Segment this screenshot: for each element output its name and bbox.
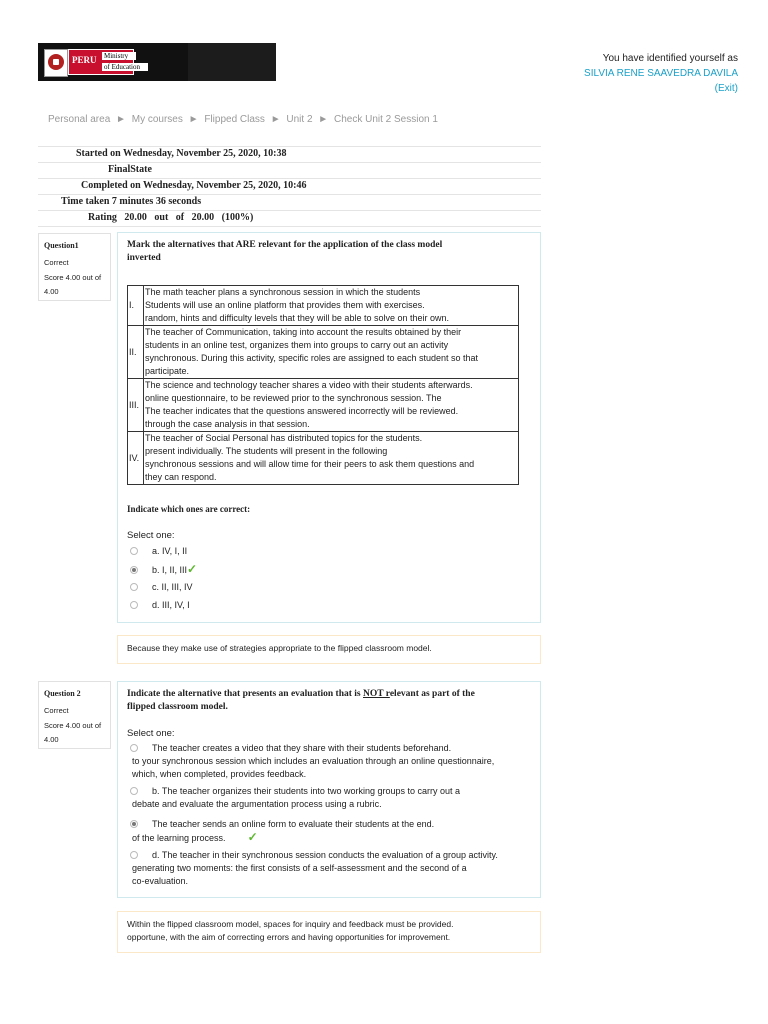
question1-score	[44, 271, 105, 299]
breadcrumb-separator: ►	[270, 114, 281, 125]
item-line: participate.	[145, 366, 190, 376]
ministry-line2: of Education	[102, 63, 148, 71]
question1-option-a[interactable]	[130, 545, 187, 558]
question2-option-a[interactable]	[130, 742, 494, 781]
summary-completed: Completed on Wednesday, November 25, 2020, 10:46	[81, 180, 307, 191]
breadcrumb-separator: ►	[318, 114, 329, 125]
item-line: they can respond.	[145, 472, 217, 482]
item-line: through the case analysis in that session.	[145, 419, 310, 429]
item-line: present individually. The students will present in the following	[145, 446, 388, 456]
option-label: b. The teacher organizes their students into two working groups to carry out a	[152, 786, 460, 796]
question1-status: Correct	[44, 258, 69, 267]
breadcrumb-personal-area[interactable]: Personal area	[48, 114, 111, 125]
option-label: a. IV, I, II	[152, 546, 188, 556]
table-row	[128, 326, 519, 379]
item-text	[144, 286, 519, 326]
breadcrumb-my-courses[interactable]: My courses	[131, 114, 183, 125]
summary-completed-row	[38, 178, 541, 194]
question2-option-c[interactable]	[130, 818, 434, 845]
item-text	[144, 326, 519, 379]
ministry-line1: Ministry	[102, 52, 136, 60]
question2-info	[38, 681, 111, 749]
question1-indicate: Indicate which ones are correct:	[127, 504, 251, 514]
question2-score-line2: 4.00	[44, 735, 59, 744]
item-line: online questionnaire, to be reviewed prior to the synchronous session. The	[145, 393, 442, 403]
radio-button[interactable]	[130, 744, 138, 752]
ministry-text	[102, 49, 188, 75]
question1-option-b[interactable]	[130, 563, 197, 577]
question1-option-c[interactable]	[130, 581, 193, 594]
option-label-cont: generating two moments: the first consists of a self-assessment and the second of a	[132, 863, 467, 873]
item-line: Students will use an online platform that provides them with exercises.	[145, 300, 425, 310]
question1-text-line2: inverted	[127, 253, 161, 263]
exit-wrapper: (Exit)	[714, 83, 738, 94]
feedback-line: opportune, with the aim of correcting errors and having opportunities for improvement.	[127, 932, 451, 942]
check-icon: ✓	[247, 830, 258, 844]
item-number: III.	[128, 379, 144, 432]
item-line: The teacher indicates that the questions answered incorrectly will be reviewed.	[145, 406, 459, 416]
option-label: The teacher sends an online form to evaluate their students at the end.	[152, 819, 435, 829]
radio-button-selected[interactable]	[130, 820, 138, 828]
summary-rating-row	[38, 210, 541, 227]
option-label-cont-wrap	[130, 831, 434, 845]
item-number: II.	[128, 326, 144, 379]
question1-text	[127, 239, 442, 265]
table-row	[128, 286, 519, 326]
item-number: IV.	[128, 432, 144, 485]
question1-number: Question1	[44, 241, 79, 250]
item-number: I.	[128, 286, 144, 326]
option-label: d. III, IV, I	[152, 600, 190, 610]
item-line: students in an online test, organizes them into groups to carry out an activity	[145, 340, 449, 350]
breadcrumb-flipped-class[interactable]: Flipped Class	[204, 114, 265, 125]
breadcrumb	[48, 114, 441, 125]
feedback-line: Within the flipped classroom model, spaces for inquiry and feedback must be provided.	[127, 919, 454, 929]
item-line: random, hints and difficulty levels that they will be able to solve on their own.	[145, 313, 450, 323]
radio-button[interactable]	[130, 583, 138, 591]
radio-button[interactable]	[130, 851, 138, 859]
question2-text-line1	[127, 688, 475, 701]
question2-score-line1: Score 4.00 out of	[44, 721, 102, 730]
radio-button[interactable]	[130, 601, 138, 609]
check-icon: ✓	[187, 562, 198, 576]
option-label-cont: to your synchronous session which includes an evaluation through an online questionnaire,	[132, 756, 495, 766]
option-label: The teacher creates a video that they share with their students beforehand.	[152, 743, 452, 753]
question2-option-b[interactable]	[130, 785, 460, 811]
exit-link[interactable]: Exit	[717, 83, 735, 94]
question2-text-line2: flipped classroom model.	[127, 702, 228, 712]
attempt-summary	[38, 146, 541, 227]
user-info	[584, 51, 738, 96]
question2-text	[127, 688, 475, 714]
summary-started-row	[38, 146, 541, 162]
peru-label: PERU	[72, 55, 97, 65]
summary-rating: Rating 20.00 out of 20.00 (100%)	[88, 212, 254, 223]
question1-box	[117, 232, 541, 623]
summary-time-taken: Time taken 7 minutes 36 seconds	[61, 196, 202, 207]
ministry-logo[interactable]	[38, 43, 276, 81]
question1-score-line2: 4.00	[44, 287, 59, 296]
summary-started: Started on Wednesday, November 25, 2020, 10:38	[76, 148, 287, 159]
item-line: The science and technology teacher shares a video with their students afterwards.	[145, 380, 473, 390]
item-text	[144, 379, 519, 432]
option-label: b. I, II, III	[152, 565, 188, 575]
question1-option-d[interactable]	[130, 599, 190, 612]
option-label-cont: which, when completed, provides feedback.	[132, 769, 307, 779]
question2-option-d[interactable]	[130, 849, 498, 888]
peru-shield-icon	[44, 49, 68, 77]
summary-state: FinalState	[108, 164, 152, 175]
question1-info	[38, 233, 111, 301]
question2-select-one: Select one:	[127, 728, 175, 739]
radio-button-selected[interactable]	[130, 566, 138, 574]
radio-button[interactable]	[130, 787, 138, 795]
question2-number: Question 2	[44, 689, 81, 698]
question2-box	[117, 681, 541, 898]
radio-button[interactable]	[130, 547, 138, 555]
question2-status: Correct	[44, 706, 69, 715]
option-label: c. II, III, IV	[152, 582, 193, 592]
breadcrumb-separator: ►	[188, 114, 199, 125]
table-row	[128, 379, 519, 432]
question1-select-one: Select one:	[127, 530, 175, 541]
item-line: The teacher of Communication, taking into account the results obtained by their	[145, 327, 462, 337]
breadcrumb-current: Check Unit 2 Session 1	[333, 114, 438, 125]
user-name-link[interactable]: SILVIA RENE SAAVEDRA DAVILA	[584, 68, 738, 79]
item-line: synchronous sessions and will allow time for their peers to ask them questions and	[145, 459, 475, 469]
summary-time-row	[38, 194, 541, 210]
breadcrumb-unit-2[interactable]: Unit 2	[286, 114, 313, 125]
summary-state-row	[38, 162, 541, 178]
question1-score-line1: Score 4.00 out of	[44, 273, 102, 282]
option-label: d. The teacher in their synchronous session conducts the evaluation of a group activity.	[152, 850, 498, 860]
breadcrumb-separator: ►	[116, 114, 126, 125]
item-text	[144, 432, 519, 485]
question1-items-table	[127, 285, 519, 485]
option-label-cont: of the learning process.	[132, 833, 226, 843]
question2-feedback	[117, 911, 541, 953]
question2-score	[44, 719, 105, 747]
text-part: Indicate the alternative that presents an evaluation that is	[127, 689, 363, 699]
text-not-underlined: NOT r	[363, 689, 390, 699]
text-part: elevant as part of the	[389, 689, 475, 699]
option-label-cont: debate and evaluate the argumentation process using a rubric.	[132, 799, 382, 809]
item-line: synchronous. During this activity, specific roles are assigned to each student so that	[145, 353, 479, 363]
item-line: The teacher of Social Personal has distributed topics for the students.	[145, 433, 423, 443]
option-label-cont: co-evaluation.	[132, 876, 189, 886]
table-row	[128, 432, 519, 485]
question1-feedback: Because they make use of strategies appropriate to the flipped classroom model.	[117, 635, 541, 664]
identified-text: You have identified yourself as	[602, 53, 738, 64]
question1-text-line1: Mark the alternatives that ARE relevant for the application of the class model	[127, 240, 443, 250]
item-line: The math teacher plans a synchronous session in which the students	[145, 287, 421, 297]
logo-dark-area	[188, 43, 276, 81]
